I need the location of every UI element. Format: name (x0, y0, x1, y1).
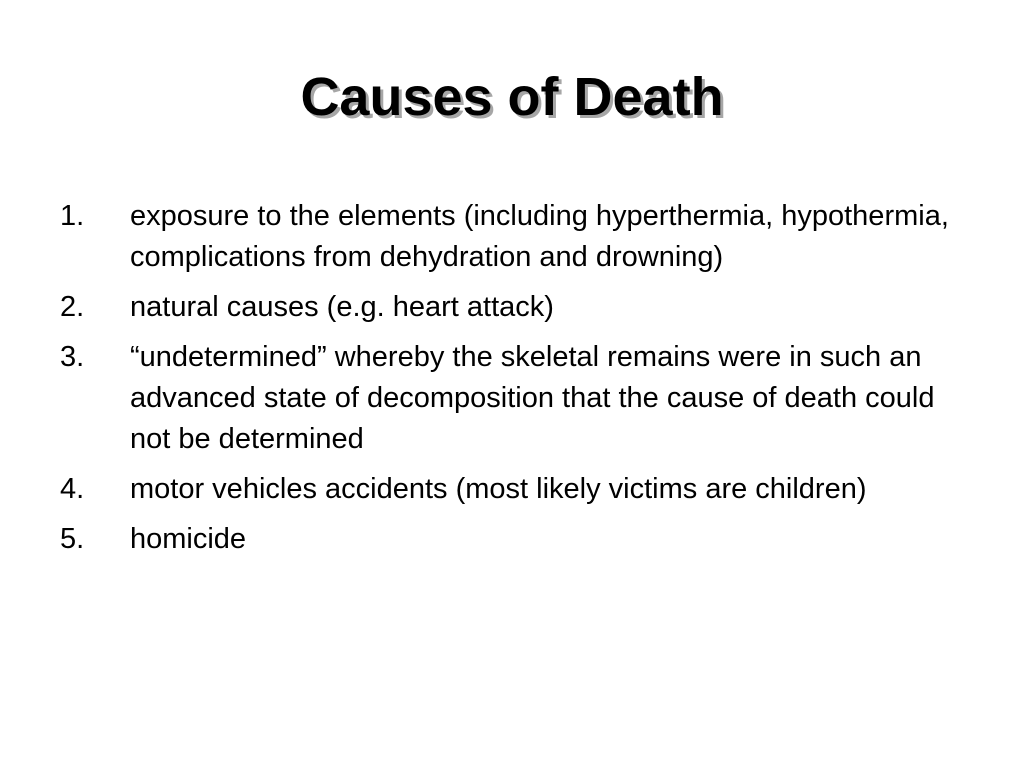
list-item (60, 337, 960, 460)
list-item-number: 5. (60, 523, 85, 555)
slide-title: Causes of Death (300, 67, 724, 127)
list-item-text: homicide (130, 523, 247, 555)
list-item-number: 4. (60, 473, 85, 505)
list-item-number: 2. (60, 291, 85, 323)
list-item (60, 469, 960, 510)
list-item (60, 519, 960, 560)
list-item (60, 196, 960, 278)
list-item (60, 287, 960, 328)
list-item-text: exposure to the elements (including hyperthermia, hypothermia, complications from dehydration and drowning) (130, 200, 949, 273)
list-item-text: natural causes (e.g. heart attack) (130, 291, 554, 323)
cause-list (60, 196, 960, 569)
list-item-number: 3. (60, 341, 85, 373)
list-item-text: motor vehicles accidents (most likely victims are children) (130, 473, 867, 505)
list-item-number: 1. (60, 200, 85, 232)
list-item-text: “undetermined” whereby the skeletal remains were in such an advanced state of decomposition that the cause of death could not be determined (130, 341, 935, 455)
